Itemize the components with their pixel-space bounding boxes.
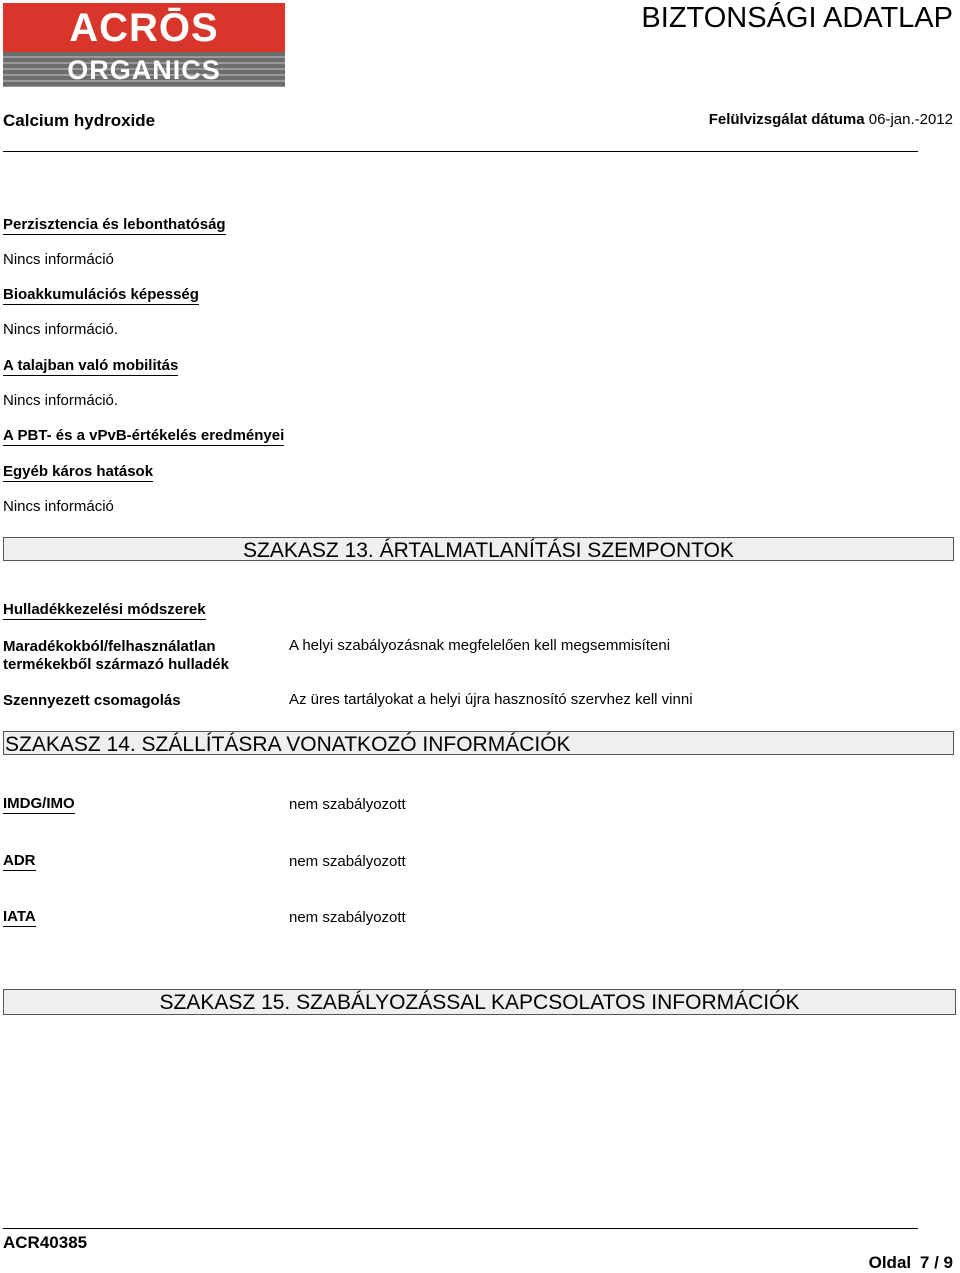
page-label: Oldal <box>868 1253 912 1272</box>
page-current: 7 <box>919 1253 930 1272</box>
transport-value-imdg: nem szabályozott <box>289 796 406 813</box>
page-number <box>869 1253 953 1273</box>
header-divider <box>3 151 918 152</box>
page-total: 9 <box>943 1253 953 1272</box>
footer-divider <box>3 1228 918 1229</box>
residue-waste-label-line1: Maradékokból/felhasználatlan <box>3 638 216 655</box>
logo-text-acros: ACRŌS <box>3 3 285 52</box>
mobility-heading: A talajban való mobilitás <box>3 357 179 374</box>
contaminated-packaging-value: Az üres tartályokat a helyi újra hasznosító szervhez kell vinni <box>289 691 693 708</box>
persistence-text: Nincs információ <box>3 251 114 268</box>
document-title: BIZTONSÁGI ADATLAP <box>641 2 953 34</box>
page-separator: / <box>934 1253 939 1272</box>
logo-text-organics: ORGANICS <box>3 52 285 87</box>
document-code: ACR40385 <box>3 1233 88 1252</box>
product-name: Calcium hydroxide <box>3 111 156 130</box>
mobility-text: Nincs információ. <box>3 392 119 409</box>
revision-date <box>709 111 953 128</box>
residue-waste-value: A helyi szabályozásnak megfelelően kell megsemmisíteni <box>289 637 671 654</box>
bioaccumulation-text: Nincs információ. <box>3 321 119 338</box>
other-effects-heading: Egyéb káros hatások <box>3 463 154 480</box>
revision-date-value: 06-jan.-2012 <box>868 111 953 128</box>
residue-waste-label <box>3 638 229 674</box>
revision-date-label: Felülvizsgálat dátuma <box>708 111 865 128</box>
transport-label-iata: IATA <box>3 908 36 925</box>
transport-label-imdg: IMDG/IMO <box>3 795 75 812</box>
section-14-title: SZAKASZ 14. SZÁLLÍTÁSRA VONATKOZÓ INFORMÁCIÓK <box>3 731 954 755</box>
other-effects-text: Nincs információ <box>3 498 114 515</box>
transport-value-iata: nem szabályozott <box>289 909 406 926</box>
residue-waste-label-line2: termékekből származó hulladék <box>3 656 229 673</box>
bioaccumulation-heading: Bioakkumulációs képesség <box>3 286 199 303</box>
section-13-title: SZAKASZ 13. ÁRTALMATLANÍTÁSI SZEMPONTOK <box>3 537 954 561</box>
contaminated-packaging-label: Szennyezett csomagolás <box>3 692 181 709</box>
acros-organics-logo <box>3 3 285 87</box>
waste-methods-heading: Hulladékkezelési módszerek <box>3 601 206 618</box>
section-15-title: SZAKASZ 15. SZABÁLYOZÁSSAL KAPCSOLATOS INFORMÁCIÓK <box>3 989 956 1015</box>
persistence-heading: Perzisztencia és lebonthatóság <box>3 216 226 233</box>
transport-label-adr: ADR <box>3 852 36 869</box>
transport-value-adr: nem szabályozott <box>289 853 406 870</box>
pbt-heading: A PBT- és a vPvB-értékelés eredményei <box>3 427 285 444</box>
